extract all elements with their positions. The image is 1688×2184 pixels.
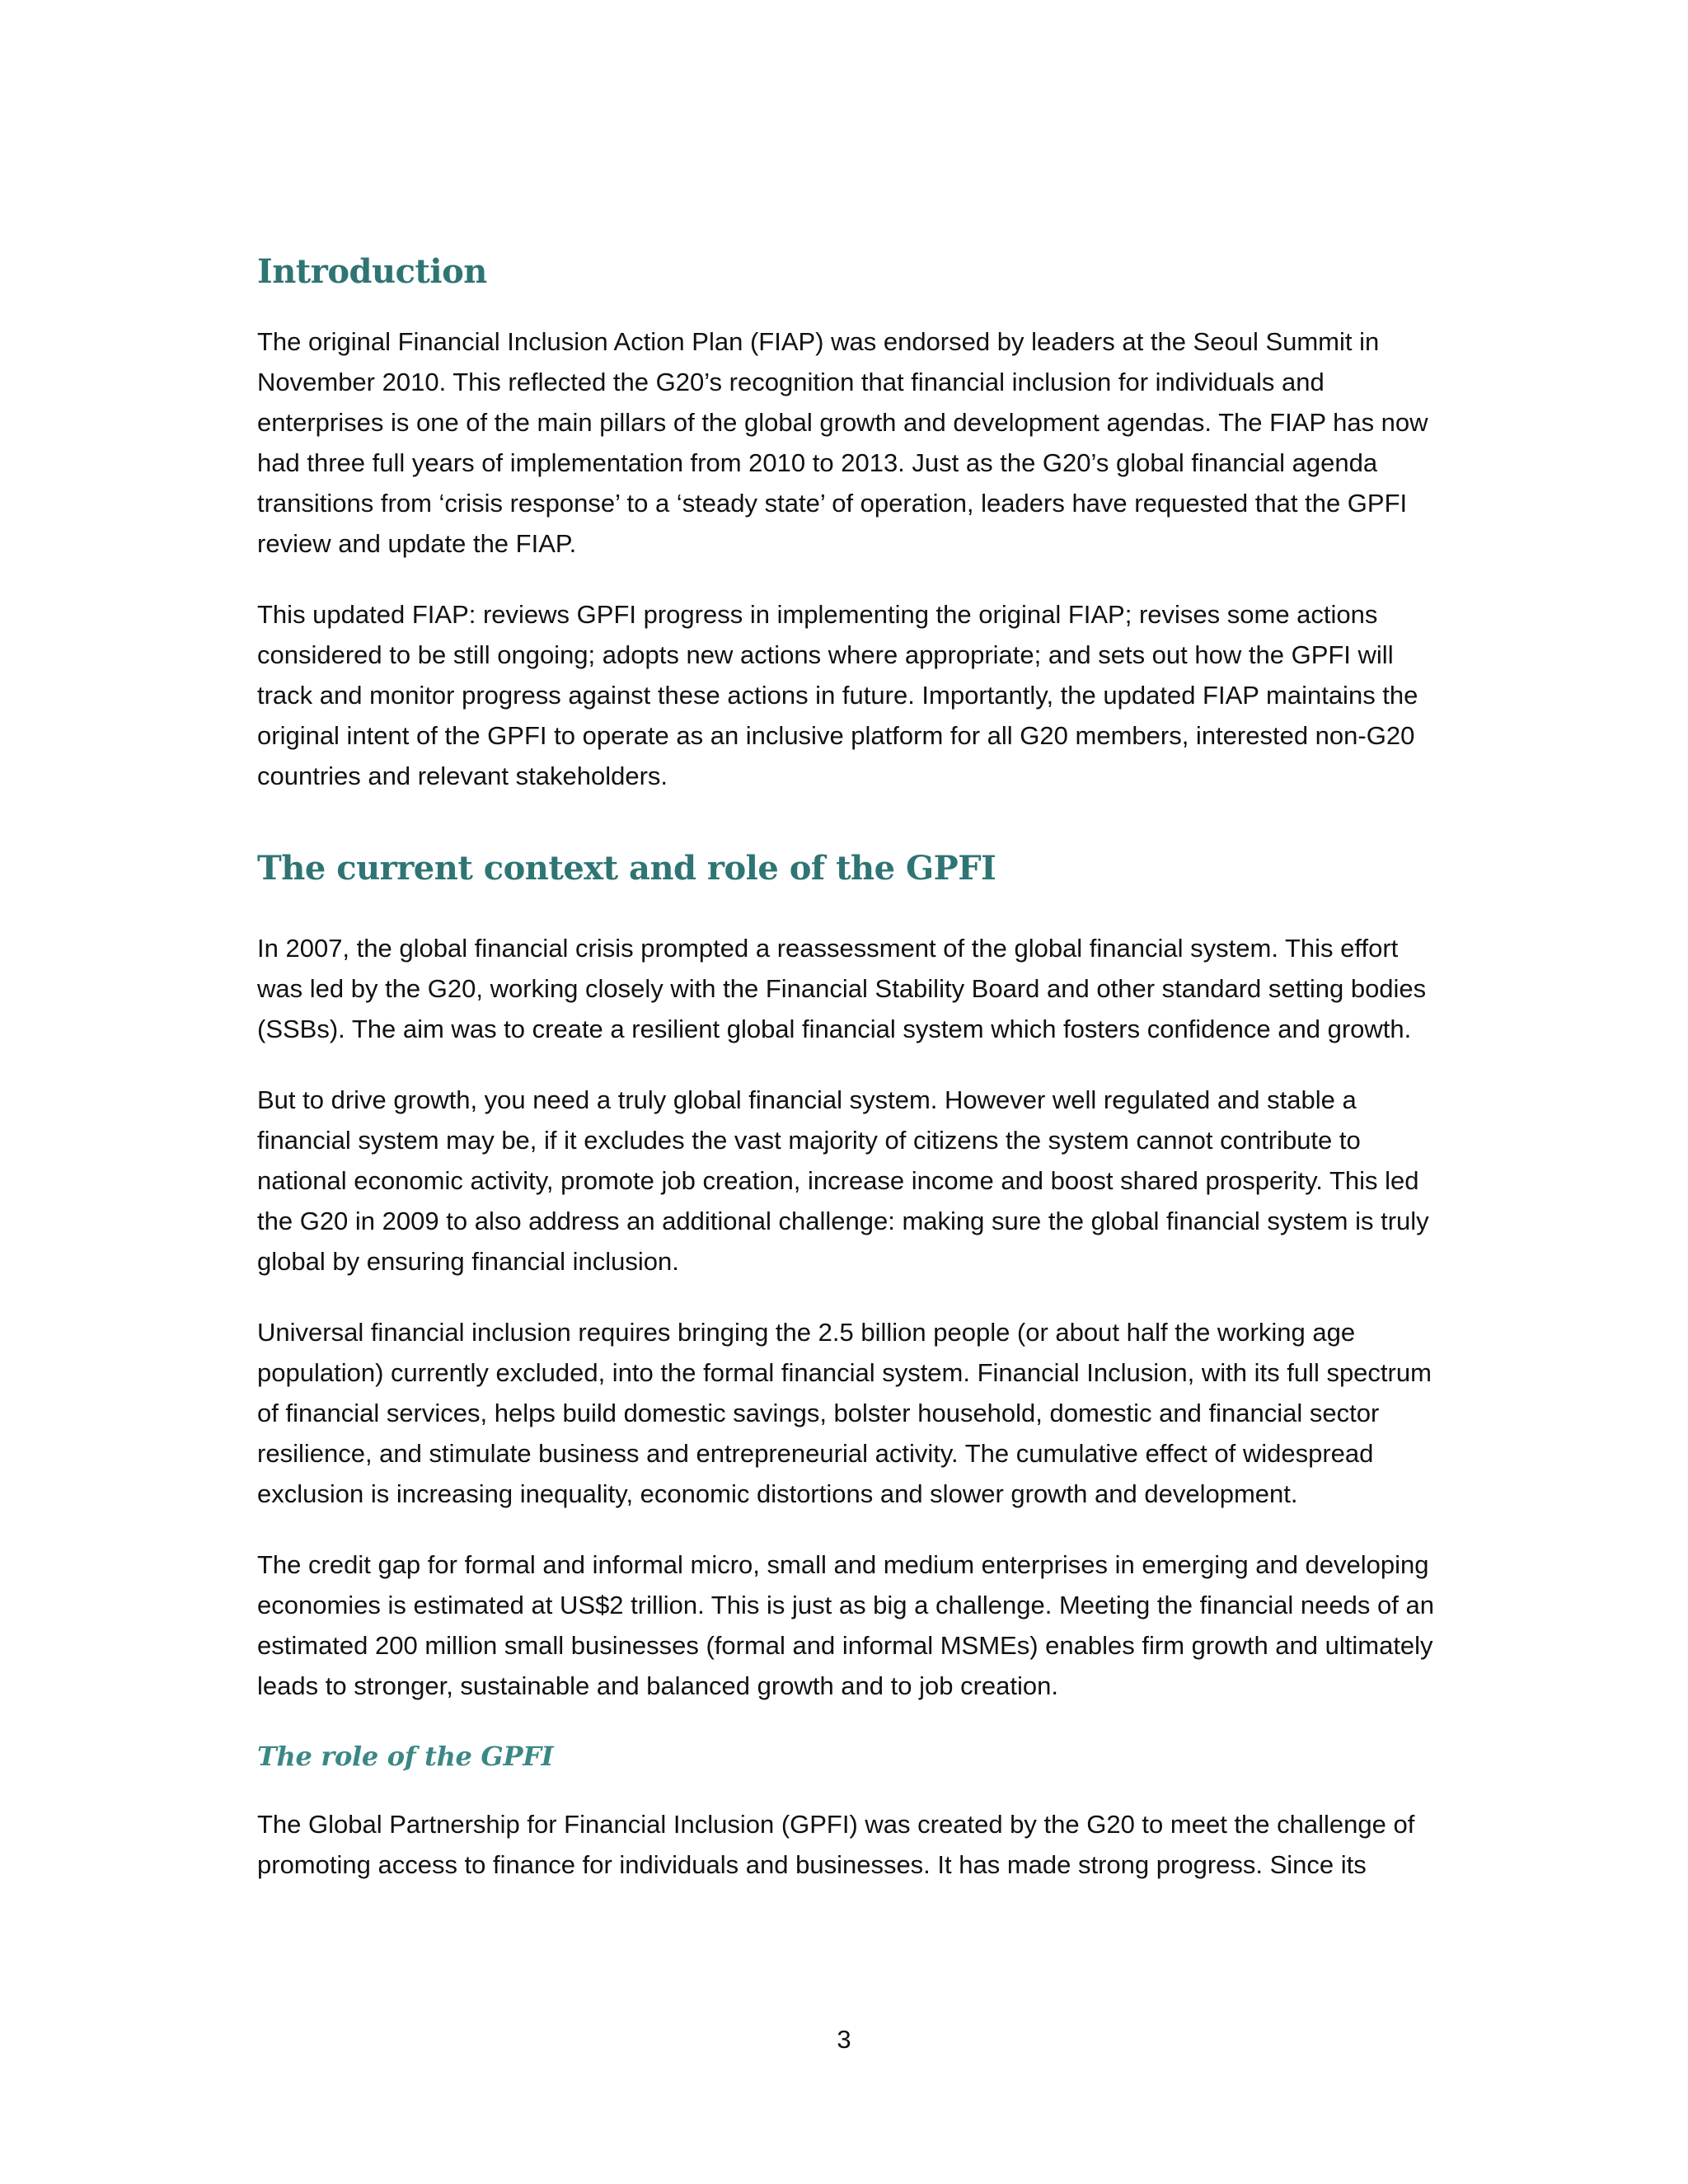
section-heading-introduction: Introduction [257, 252, 487, 291]
context-paragraph-4: The credit gap for formal and informal micro, small and medium enterprises in emerging and developing economies is estimated at US$2 trillion. This is just as big a challenge. Meeting the financial needs of an estimated 200 million small businesses (formal and informal MSMEs) enables firm growth and ultimately leads to stronger, sustainable and balanced growth and to job creation. [257, 1550, 1434, 1700]
page-content [257, 247, 1444, 1885]
context-paragraph-3: Universal financial inclusion requires bringing the 2.5 billion people (or about half the working age population) currently excluded, into the formal financial system. Financial Inclusion, with its full spectrum of financial services, helps build domestic savings, bolster household, domestic and financial sector resilience, and stimulate business and entrepreneurial activity. The cumulative effect of widespread exclusion is increasing inequality, economic distortions and slower growth and development. [257, 1318, 1432, 1508]
role-paragraph-1: The Global Partnership for Financial Inclusion (GPFI) was created by the G20 to meet the challenge of promoting access to finance for individuals and businesses. It has made strong progress. Since its [257, 1810, 1415, 1879]
context-paragraph-2: But to drive growth, you need a truly global financial system. However well regulated and stable a financial system may be, if it excludes the vast majority of citizens the system cannot contribute to national economic activity, promote job creation, increase income and boost shared prosperity. This led the G20 in 2009 to also address an additional challenge: making sure the global financial system is truly global by ensuring financial inclusion. [257, 1085, 1429, 1276]
section-heading-current-context: The current context and role of the GPFI [257, 849, 996, 888]
page-number: 3 [837, 2025, 851, 2054]
context-paragraph-1: In 2007, the global financial crisis prompted a reassessment of the global financial system. This effort was led by the G20, working closely with the Financial Stability Board and other standard setting bodies (SSBs). The aim was to create a resilient global financial system which fosters confidence and growth. [257, 934, 1427, 1043]
intro-paragraph-1: The original Financial Inclusion Action Plan (FIAP) was endorsed by leaders at the Seoul Summit in November 2010. This reflected the G20’s recognition that financial inclusion for individuals and enterprises is one of the main pillars of the global growth and development agendas. The FIAP has now had three full years of implementation from 2010 to 2013. Just as the G20’s global financial agenda transitions from ‘crisis response’ to a ‘steady state’ of operation, leaders have requested that the GPFI review and update the FIAP. [257, 327, 1428, 558]
intro-paragraph-2: This updated FIAP: reviews GPFI progress in implementing the original FIAP; revises some actions considered to be still ongoing; adopts new actions where appropriate; and sets out how the GPFI will track and monitor progress against these actions in future. Importantly, the updated FIAP maintains the original intent of the GPFI to operate as an inclusive platform for all G20 members, interested non-G20 countries and relevant stakeholders. [257, 600, 1418, 790]
subsection-heading-role-of-gpfi: The role of the GPFI [257, 1741, 554, 1772]
